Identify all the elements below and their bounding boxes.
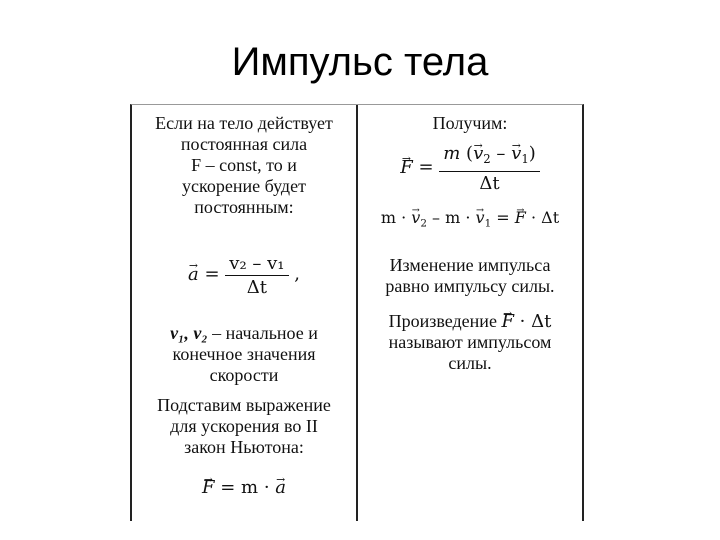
intro-line: постоянным: [194,197,294,217]
substitute-line: Подставим выражение [157,395,331,415]
acceleration-vector: → a [188,264,199,285]
velocity-vars: v₁, v₂ [170,323,208,343]
acceleration-numerator: v₂ – v₁ [225,251,288,276]
acceleration-denominator: Δt [246,277,268,298]
v2-vector: → v [473,143,483,164]
statement-line: Изменение импульса [389,255,551,275]
substitute-line: закон Ньютона: [184,437,304,457]
newton-mid: = m · [214,477,276,498]
force-vector: → F [515,207,526,228]
statement-line: равно импульсу силы. [385,276,555,296]
newton-formula [132,477,356,498]
intro-line: Если на тело действует [155,113,333,133]
acceleration-comma: , [294,263,300,285]
named-line: называют импульсом [388,332,552,352]
velocity-line: конечное значения [172,344,316,364]
acceleration-vector: → a [275,477,286,498]
v1-vector: → v [511,143,521,164]
velocity-dash: – начальное и [207,323,318,343]
v1-subscript: 1 [484,217,492,230]
substitute-text [132,395,356,458]
intro-text [132,113,356,218]
velocity-line: скорости [209,365,279,385]
impulse-mid: – m · [426,208,476,227]
intro-line: ускорение будет [182,176,306,196]
force-denominator: Δt [479,173,500,195]
intro-line: F – const, то и [191,155,297,175]
product-suffix: · Δt [513,311,552,332]
statement-text [358,255,582,297]
v2-subscript: 2 [420,217,427,230]
impulse-tail: · Δt [525,208,560,227]
impulse-formula [358,207,582,235]
mass-symbol: m [443,143,461,164]
force-vector: → F [202,477,215,498]
v2-vector: → v [411,207,420,228]
product-text [358,311,582,374]
acceleration-formula: → a = $\frac{\text{v₂ – v₁}}{\Delta t}$ , [132,251,356,298]
v2-subscript: 2 [483,152,491,167]
velocity-note [132,323,356,386]
v1-subscript: 1 [521,152,529,167]
force-formula: → F = $\frac{m (\to v_2 - \to v_1)}{\Delta t}$ [358,141,582,194]
slide-title: Импульс тела [231,40,489,84]
impulse-eq: = [491,208,515,227]
force-vector: → F [501,311,514,332]
product-prefix: Произведение [388,311,502,331]
force-numerator: m (→ $v_2$ – → $v_1$) [439,141,540,172]
intro-line: постоянная сила [180,134,308,154]
force-fraction [439,141,540,194]
impulse-m1: m · [380,208,412,227]
force-vector: → F [400,157,413,178]
v1-vector: → v [476,207,485,228]
content-table [130,104,584,521]
acceleration-fraction [225,251,288,298]
named-line: силы. [448,353,492,373]
substitute-line: для ускорения во II [170,416,318,436]
result-heading: Получим: [432,113,508,133]
